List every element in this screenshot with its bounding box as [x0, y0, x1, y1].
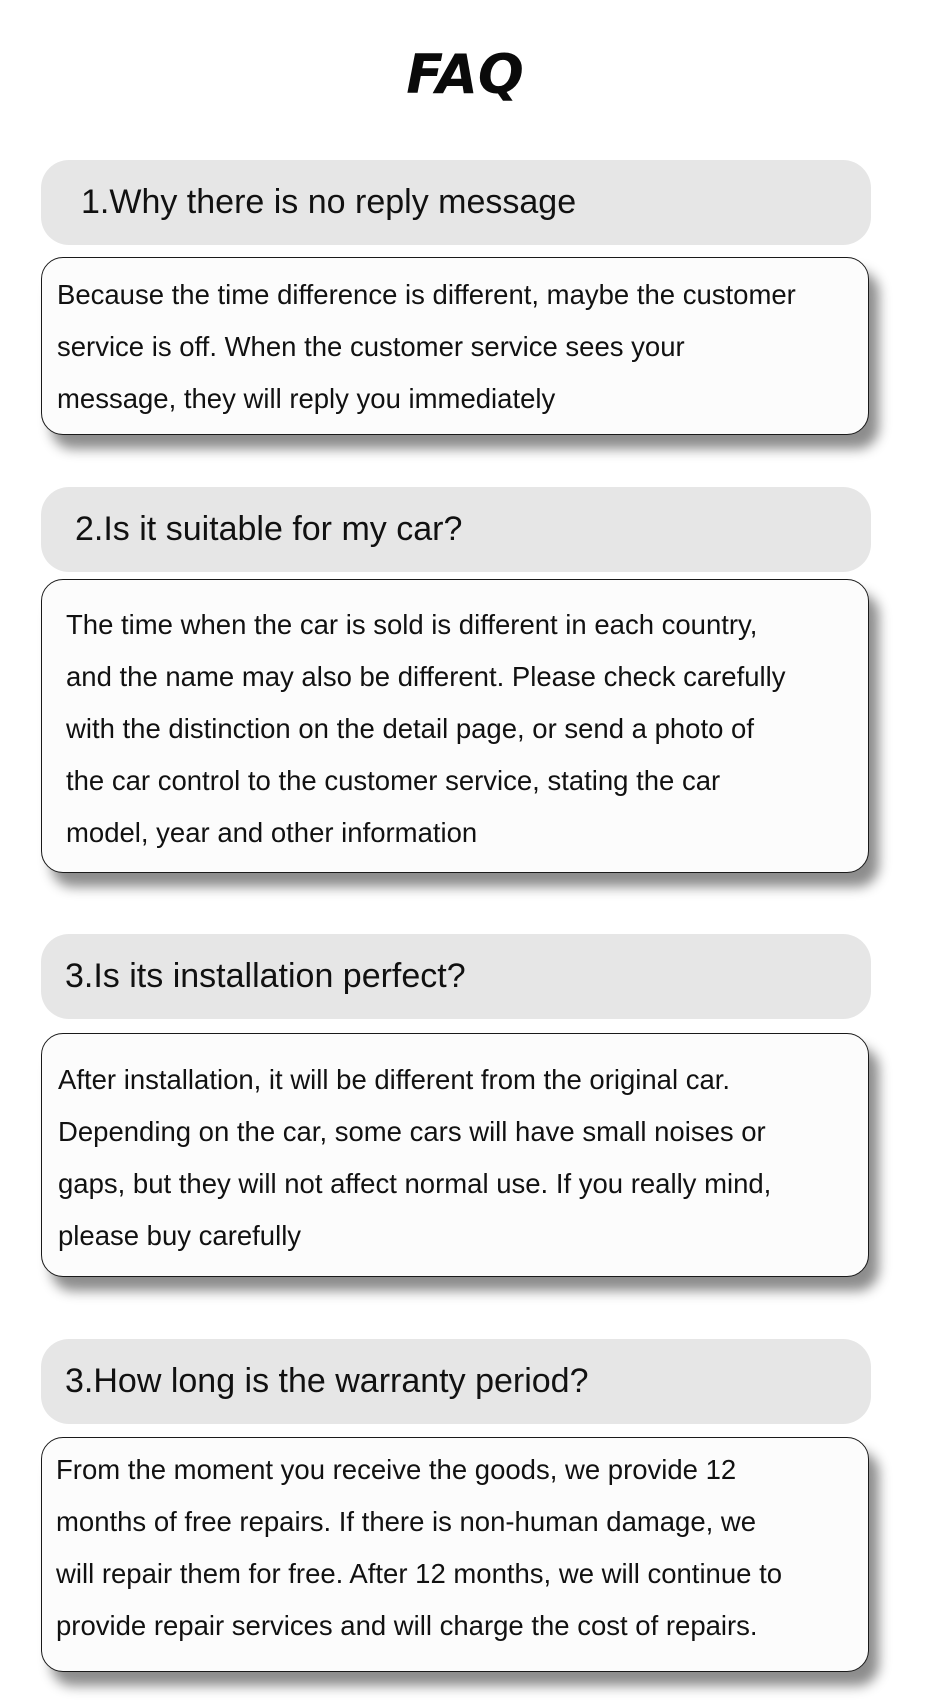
faq-answer-2-line: with the distinction on the detail page, or send a photo of [66, 713, 754, 744]
faq-question-2-text: 2.Is it suitable for my car? [75, 510, 463, 548]
faq-answer-2-line: model, year and other information [66, 817, 478, 848]
faq-answer-2 [41, 579, 869, 873]
faq-question-3-text: 3.Is its installation perfect? [65, 957, 466, 995]
faq-question-4 [41, 1339, 871, 1424]
faq-question-1-text: 1.Why there is no reply message [81, 183, 577, 221]
faq-question-4-text: 3.How long is the warranty period? [65, 1362, 589, 1400]
faq-answer-2-line: the car control to the customer service, stating the car [66, 765, 721, 796]
faq-answer-3 [41, 1033, 869, 1277]
faq-answer-4-line: provide repair services and will charge the cost of repairs. [56, 1610, 758, 1641]
faq-answer-1-line: service is off. When the customer service sees your [57, 331, 685, 362]
faq-answer-3-line: please buy carefully [58, 1220, 302, 1251]
faq-question-1 [41, 160, 871, 245]
faq-answer-3-line: gaps, but they will not affect normal use. If you really mind, [58, 1168, 772, 1199]
faq-answer-4-line: months of free repairs. If there is non-human damage, we [56, 1506, 757, 1537]
faq-answer-2-line: The time when the car is sold is different in each country, [66, 609, 758, 640]
faq-question-3 [41, 934, 871, 1019]
faq-answer-1-line: Because the time difference is different, maybe the customer [57, 279, 796, 310]
page-title: FAQ [406, 43, 524, 106]
faq-question-2 [41, 487, 871, 572]
faq-answer-4-line: will repair them for free. After 12 months, we will continue to [56, 1558, 783, 1589]
faq-answer-1-line: message, they will reply you immediately [57, 383, 556, 414]
faq-answer-4-line: From the moment you receive the goods, we provide 12 [56, 1454, 737, 1485]
faq-answer-3-line: Depending on the car, some cars will have small noises or [58, 1116, 766, 1147]
faq-answer-3-line: After installation, it will be different from the original car. [58, 1064, 731, 1095]
faq-answer-4 [41, 1437, 869, 1672]
faq-answer-1 [41, 257, 869, 435]
faq-answer-2-line: and the name may also be different. Please check carefully [66, 661, 786, 692]
